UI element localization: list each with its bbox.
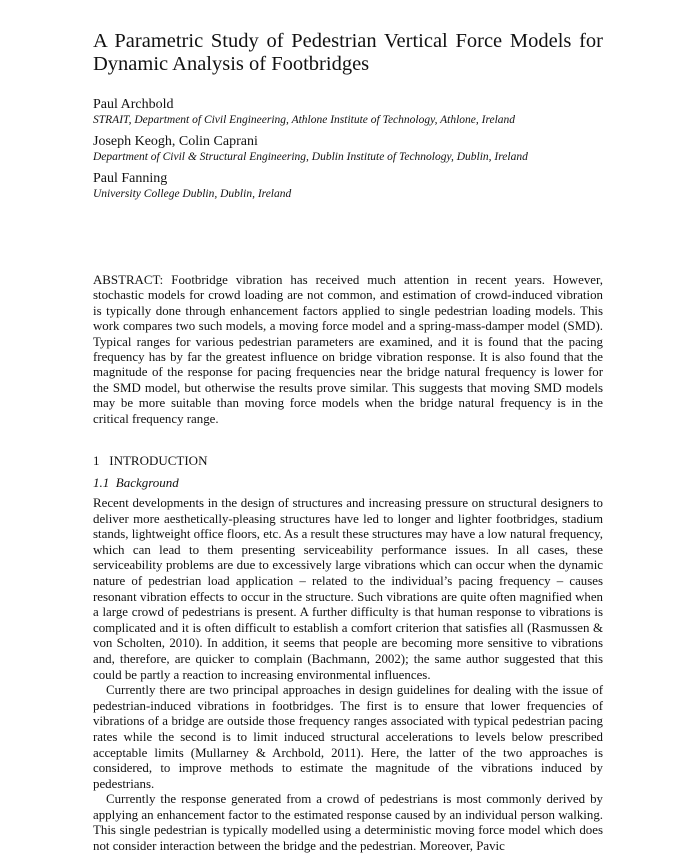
section-number: 1	[93, 453, 100, 468]
author-block-3	[93, 170, 603, 201]
paragraph: Currently the response generated from a crowd of pedestrians is most commonly derived by applying an enhancement factor to the estimated response caused by an individual person walking. This single pedestrian is typically modelled using a deterministic moving force model which does not consider interaction between the bridge and the pedestrian. Moreover, Pavic	[93, 792, 603, 854]
author-block-1	[93, 96, 603, 127]
paragraph: Currently there are two principal approaches in design guidelines for dealing with the issue of pedestrian-induced vibrations in footbridges. The first is to ensure that lower frequencies of vibrations of a bridge are outside those frequency ranges associated with typical pedestrian pacing rates while the second is to limit induced structural accelerations to levels below prescribed acceptable limits (Mullarney & Archbold, 2011). Here, the latter of the two approaches is considered, to improve methods to estimate the magnitude of the vibrations induced by pedestrians.	[93, 683, 603, 791]
subsection-number: 1.1	[93, 475, 110, 490]
section-title: INTRODUCTION	[109, 453, 208, 468]
section-heading	[93, 453, 603, 469]
author-affiliation: STRAIT, Department of Civil Engineering, Athlone Institute of Technology, Athlone, Ireland	[93, 114, 516, 126]
paragraph: Recent developments in the design of structures and increasing pressure on structural designers to deliver more aesthetically-pleasing structures have led to longer and lighter footbridges, stadium stands, lightweight office floors, etc. As a result these structures may have a low natural frequency, which can lead to them presenting serviceability performance issues. In all cases, these serviceability problems are due to excessively large vibrations which can occur when the dynamic nature of pedestrian load application – related to the individual’s pacing frequency – causes resonant vibration effects to occur in the structure. Such vibrations are quite often magnified when a large crowd of pedestrians is present. A further difficulty is that human response to vibrations is complicated and it is often difficult to establish a comfort criterion that satisfies all (Rasmussen & von Scholten, 2010). In addition, it seems that people are becoming more sensitive to vibrations and, therefore, are quicker to complain (Bachmann, 2002); the same author suggested that this could be partly a reaction to increasing environmental influences.	[93, 496, 603, 682]
subsection-heading	[93, 475, 603, 491]
author-name: Paul Fanning	[93, 171, 168, 186]
abstract: ABSTRACT: Footbridge vibration has received much attention in recent years. However, stochastic models for crowd loading are not common, and estimation of crowd-induced vibration is typically done through enhancement factors applied to single pedestrian loading models. This work compares two such models, a moving force model and a spring-mass-damper model (SMD). Typical ranges for various pedestrian parameters are examined, and it is found that the pacing frequency has by far the greatest influence on bridge vibration response. It is also found that the magnitude of the response for pacing frequencies near the bridge natural frequency is lower for the SMD model, but otherwise the results prove similar. This suggests that moving SMD models may be more suitable than moving force models when the bridge natural frequency is in the critical frequency range.	[93, 273, 603, 426]
author-name: Joseph Keogh, Colin Caprani	[93, 134, 258, 149]
author-block-2	[93, 133, 603, 164]
body-text	[93, 496, 603, 855]
author-affiliation: Department of Civil & Structural Engineering, Dublin Institute of Technology, Dublin, Ireland	[93, 151, 528, 163]
paper-title: A Parametric Study of Pedestrian Vertical Force Models for Dynamic Analysis of Footbridges	[93, 30, 603, 75]
subsection-title: Background	[115, 475, 179, 490]
author-affiliation: University College Dublin, Dublin, Ireland	[93, 188, 292, 200]
author-name: Paul Archbold	[93, 97, 174, 112]
